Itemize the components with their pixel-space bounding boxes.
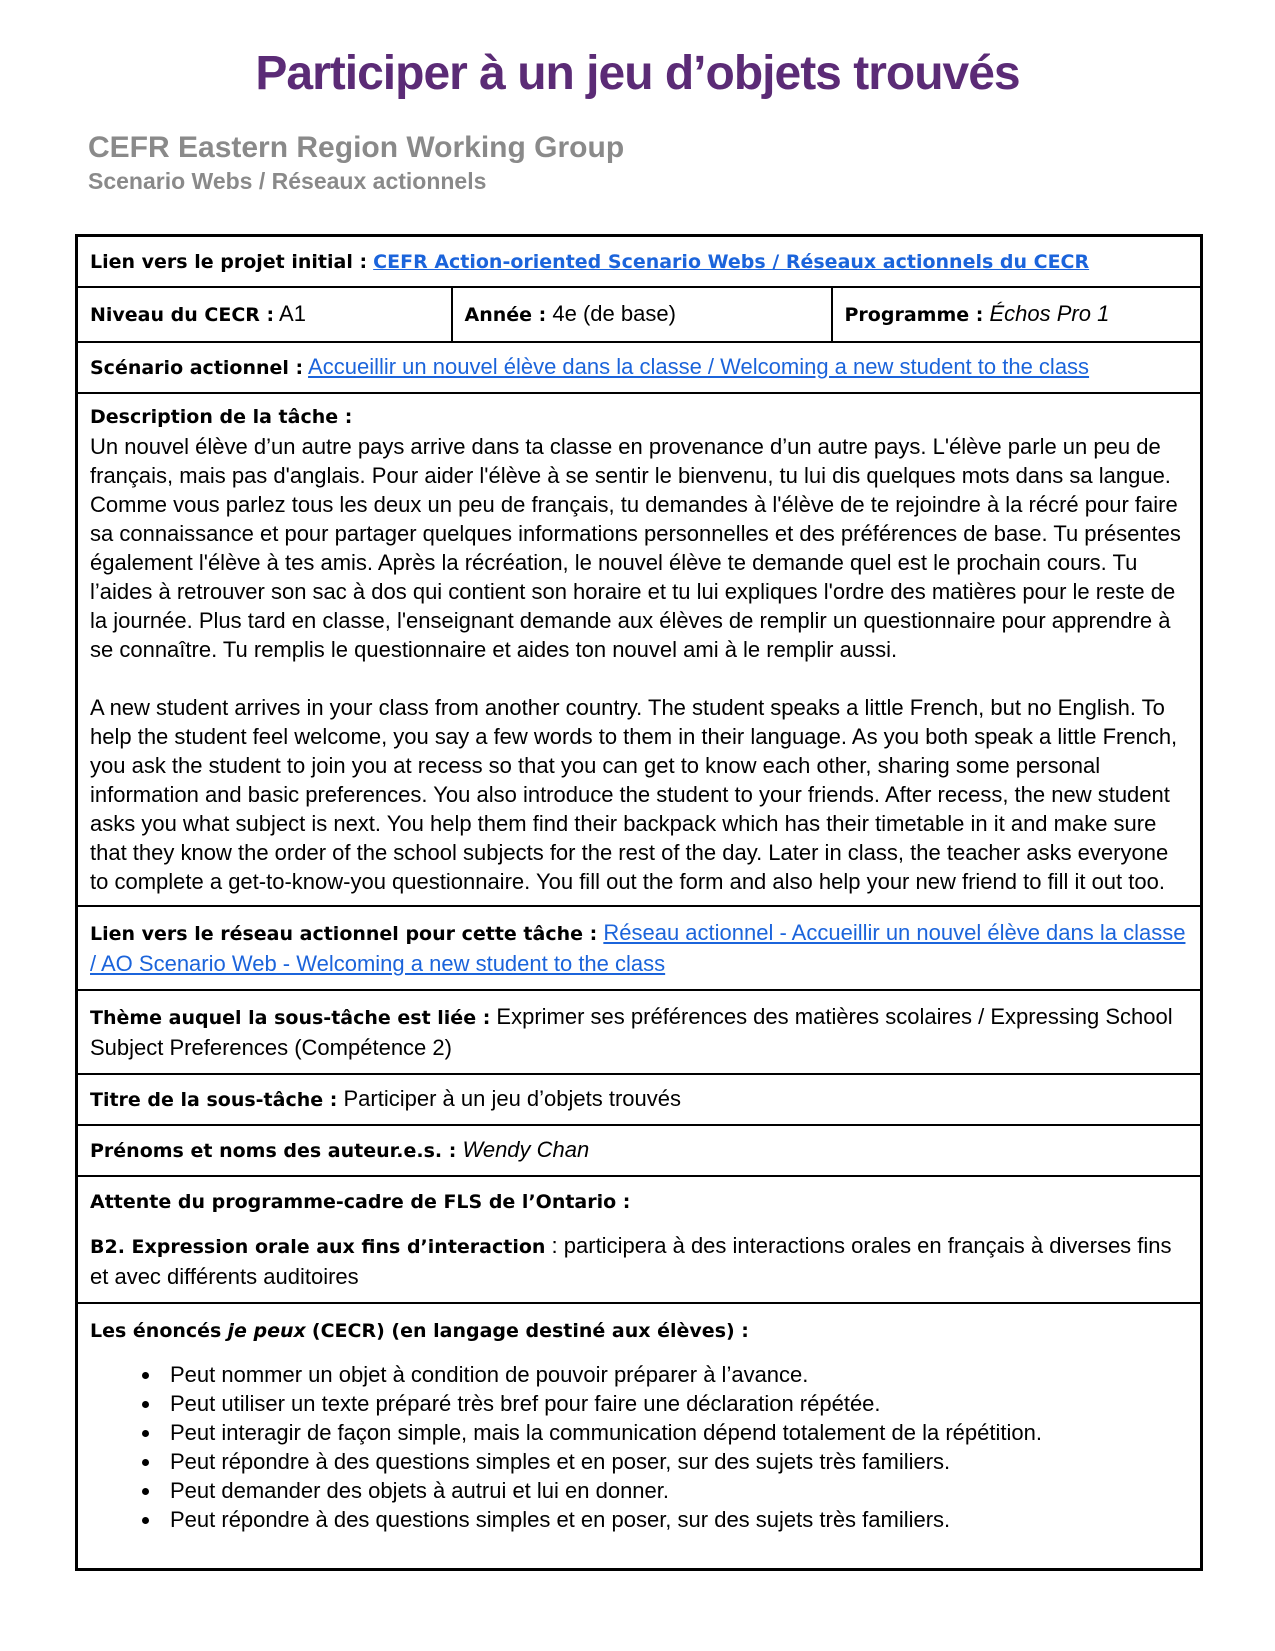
description-label: Description de la tâche : xyxy=(90,405,353,428)
can-do-heading-prefix: Les énoncés xyxy=(90,1319,222,1342)
expectation-sub-label: B2. Expression orale aux fins d’interaction xyxy=(90,1235,546,1258)
row-scenario xyxy=(77,342,1202,393)
level-value: A1 xyxy=(279,300,306,326)
can-do-item: • Peut utiliser un texte préparé très bref pour faire une déclaration répétée. xyxy=(162,1389,1188,1418)
year-value: 4e (de base) xyxy=(552,300,676,326)
expectation-cell xyxy=(77,1176,1202,1303)
scenario-label: Scénario actionnel : xyxy=(90,356,304,379)
row-level-year-program xyxy=(77,287,1202,342)
row-authors xyxy=(77,1125,1202,1176)
expectation-value: : participera à des interactions orales en français à diverses fins et avec différents auditoires xyxy=(90,1232,1172,1289)
authors-cell xyxy=(77,1125,1202,1176)
program-value: Échos Pro 1 xyxy=(989,300,1110,326)
row-network-link xyxy=(77,906,1202,990)
row-expectation xyxy=(77,1176,1202,1303)
expectation-detail xyxy=(90,1231,1188,1291)
can-do-heading-suffix: (CECR) (en langage destiné aux élèves) : xyxy=(311,1319,749,1342)
can-do-heading-italic: je peux xyxy=(227,1319,306,1342)
project-link-cell xyxy=(77,235,1202,287)
scenario-webs-subheading: Scenario Webs / Réseaux actionnels xyxy=(88,168,487,195)
network-link-cell xyxy=(77,906,1202,990)
row-subtask-title xyxy=(77,1074,1202,1125)
project-link-label: Lien vers le projet initial : xyxy=(90,250,368,273)
expectation-label: Attente du programme-cadre de FLS de l’Ontario : xyxy=(90,1190,631,1213)
level-cell xyxy=(77,287,452,342)
can-do-item: • Peut répondre à des questions simples et en poser, sur des sujets très familiers. xyxy=(162,1447,1188,1476)
year-label: Année : xyxy=(464,303,547,326)
can-do-item: • Peut répondre à des questions simples et en poser, sur des sujets très familiers. xyxy=(162,1505,1188,1534)
subtask-title-cell xyxy=(77,1074,1202,1125)
row-project-link xyxy=(77,235,1202,287)
theme-value: Exprimer ses préférences des matières scolaires / Expressing School Subject Preferences (Compétence 2) xyxy=(90,1003,1173,1060)
subtask-title-value: Participer à un jeu d’objets trouvés xyxy=(343,1085,682,1111)
description-paragraph-english: A new student arrives in your class from another country. The student speaks a little French, but no English. To help the student feel welcome, you say a few words to them in their language. As you both speak a little French, you ask the student to join you at recess so that you can get to know each other, sharing some personal information and basic preferences. You also introduce the student to your friends. After recess, the new student asks you what subject is next. You help them find their backpack which has their timetable in it and make sure that they know the order of the school subjects for the rest of the day. Later in class, the teacher asks everyone to complete a get-to-know-you questionnaire. You fill out the form and also help your new friend to fill it out too. xyxy=(90,694,1178,894)
row-theme xyxy=(77,990,1202,1074)
can-do-list xyxy=(90,1360,1188,1534)
program-cell xyxy=(832,287,1202,342)
can-do-item: • Peut interagir de façon simple, mais la communication dépend totalement de la répétition. xyxy=(162,1418,1188,1447)
scenario-cell xyxy=(77,342,1202,393)
can-do-heading xyxy=(90,1315,1188,1346)
scenario-link[interactable]: Accueillir un nouvel élève dans la classe / Welcoming a new student to the class xyxy=(308,353,1090,379)
network-link-label: Lien vers le réseau actionnel pour cette tâche : xyxy=(90,922,598,945)
program-label: Programme : xyxy=(844,303,984,326)
page-title: Participer à un jeu d’objets trouvés xyxy=(255,47,1020,100)
can-do-item: • Peut demander des objets à autrui et lui en donner. xyxy=(162,1476,1188,1505)
theme-cell xyxy=(77,990,1202,1074)
description-cell xyxy=(77,393,1202,906)
authors-label: Prénoms et noms des auteur.e.s. : xyxy=(90,1139,457,1162)
description-paragraph-french: Un nouvel élève d’un autre pays arrive dans ta classe en provenance d’un autre pays. L'élève parle un peu de français, mais pas d'anglais. Pour aider l'élève à se sentir le bienvenu, tu lui dis quelques mots dans sa langue. Comme vous parlez tous les deux un peu de français, tu demandes à l'élève de te rejoindre à la récré pour faire sa connaissance et pour partager quelques informations personnelles et des préférences de base. Tu présentes également l'élève à tes amis. Après la récréation, le nouvel élève te demande quel est le prochain cours. Tu l’aides à retrouver son sac à dos qui contient son horaire et tu lui expliques l'ordre des matières pour le reste de la journée. Plus tard en classe, l'enseignant demande aux élèves de remplir un questionnaire pour apprendre à se connaître. Tu remplis le questionnaire et aides ton nouvel ami à le remplir aussi. xyxy=(90,433,1181,662)
row-description xyxy=(77,393,1202,906)
can-do-item: • Peut nommer un objet à condition de pouvoir préparer à l’avance. xyxy=(162,1360,1188,1389)
theme-label: Thème auquel la sous-tâche est liée : xyxy=(90,1006,491,1029)
subtask-title-label: Titre de la sous-tâche : xyxy=(90,1088,338,1111)
level-label: Niveau du CECR : xyxy=(90,303,275,326)
authors-value: Wendy Chan xyxy=(462,1136,590,1162)
working-group-heading: CEFR Eastern Region Working Group xyxy=(88,131,625,165)
scenario-info-table xyxy=(75,234,1203,1571)
year-cell xyxy=(452,287,832,342)
can-do-cell xyxy=(77,1303,1202,1570)
project-initial-link[interactable]: CEFR Action-oriented Scenario Webs / Réseaux actionnels du CECR xyxy=(373,250,1090,273)
network-link[interactable]: Réseau actionnel - Accueillir un nouvel élève dans la classe / AO Scenario Web - Welcoming a new student to the class xyxy=(90,919,1186,976)
row-can-do xyxy=(77,1303,1202,1570)
